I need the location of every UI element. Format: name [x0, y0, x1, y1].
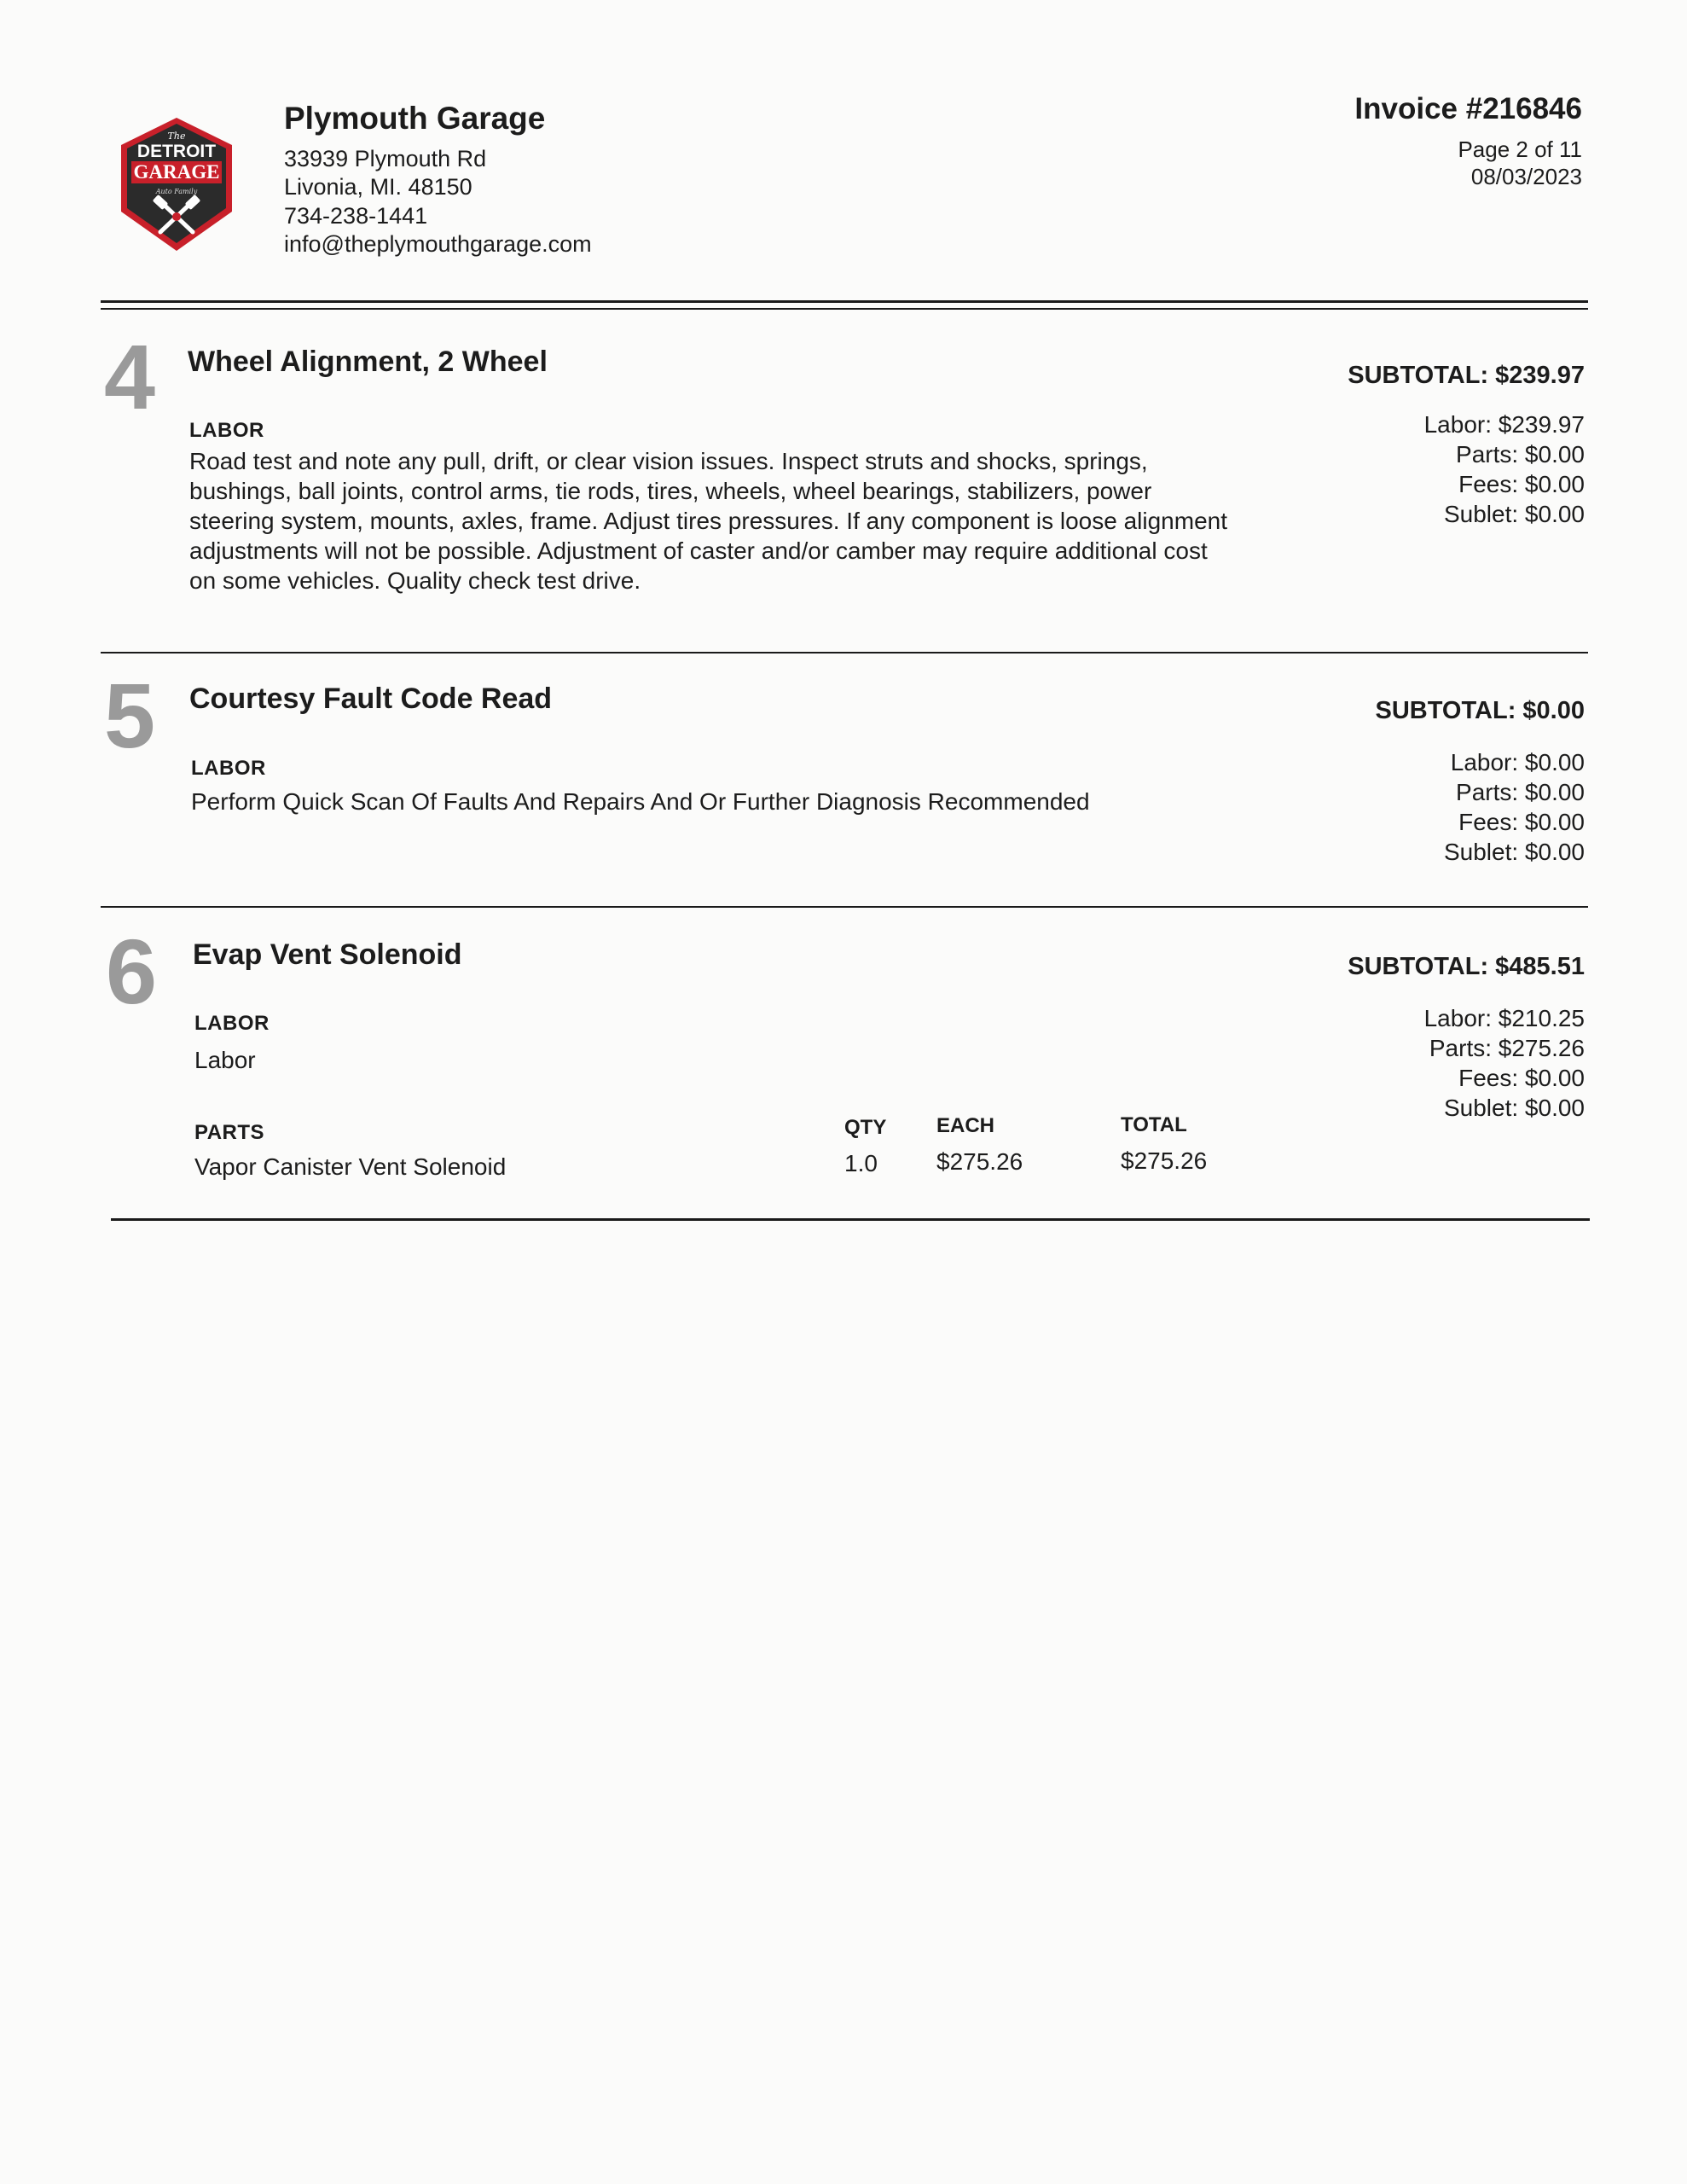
service-description: Perform Quick Scan Of Faults And Repairs And Or Further Diagnosis Recommended [191, 788, 1090, 815]
part-name: Vapor Canister Vent Solenoid [194, 1153, 507, 1180]
invoice-page: Page 2 of 11 [1458, 136, 1582, 162]
parts-amount: Parts: $0.00 [1456, 441, 1585, 468]
parts-label: PARTS [194, 1121, 265, 1144]
labor-label: LABOR [194, 1012, 270, 1035]
labor-amount: Labor: $239.97 [1423, 411, 1585, 438]
service-title: Wheel Alignment, 2 Wheel [188, 346, 548, 378]
each-header: EACH [936, 1114, 995, 1137]
service-title: Courtesy Fault Code Read [189, 682, 553, 715]
svg-text:The: The [167, 131, 186, 142]
labor-amount: Labor: $210.25 [1423, 1005, 1585, 1031]
service-subtotal: SUBTOTAL: $485.51 [1348, 953, 1585, 980]
shop-address-line2: Livonia, MI. 48150 [284, 174, 472, 200]
invoice-number: Invoice #216846 [1354, 92, 1582, 125]
parts-amount: Parts: $275.26 [1429, 1035, 1585, 1061]
part-total: $275.26 [1121, 1147, 1208, 1174]
shop-name: Plymouth Garage [284, 101, 546, 136]
sublet-amount: Sublet: $0.00 [1443, 501, 1585, 527]
svg-text:Auto Family: Auto Family [155, 188, 198, 195]
service-divider [111, 1218, 1590, 1221]
labor-label: LABOR [191, 757, 266, 780]
svg-text:DETROIT: DETROIT [136, 142, 217, 161]
invoice-date: 08/03/2023 [1470, 164, 1582, 189]
service-number: 5 [104, 664, 156, 767]
labor-line: Labor [194, 1047, 256, 1073]
service-number: 6 [106, 920, 158, 1023]
svg-text:GARAGE: GARAGE [133, 161, 220, 183]
part-each: $275.26 [936, 1148, 1023, 1175]
header-divider-secondary [101, 308, 1588, 310]
fees-amount: Fees: $0.00 [1458, 471, 1585, 497]
labor-amount: Labor: $0.00 [1450, 749, 1585, 775]
fees-amount: Fees: $0.00 [1458, 1065, 1585, 1091]
parts-amount: Parts: $0.00 [1456, 779, 1585, 805]
shop-email: info@theplymouthgarage.com [284, 231, 592, 257]
total-header: TOTAL [1121, 1113, 1187, 1136]
service-title: Evap Vent Solenoid [193, 938, 462, 971]
labor-label: LABOR [189, 419, 264, 442]
shop-logo [118, 116, 235, 254]
service-description: Road test and note any pull, drift, or clear vision issues. Inspect struts and shocks, springs, bushings, ball joints, control arms, tie rods, tires, wheels, wheel bearings, stabilizers, power steering system, mounts, axles, frame. Adjust tires pressures. If any component is loose alignment adjustments will not be possible. Adjustment of caster and/or camber may require additional cost on some vehicles. Quality check test drive. [189, 448, 1227, 594]
qty-header: QTY [844, 1116, 887, 1139]
service-subtotal: SUBTOTAL: $239.97 [1348, 362, 1585, 389]
service-subtotal: SUBTOTAL: $0.00 [1375, 697, 1585, 724]
fees-amount: Fees: $0.00 [1458, 809, 1585, 835]
sublet-amount: Sublet: $0.00 [1443, 839, 1585, 865]
service-number: 4 [104, 325, 156, 428]
service-divider [101, 652, 1588, 653]
part-qty: 1.0 [844, 1150, 878, 1176]
header-divider [101, 300, 1588, 303]
sublet-amount: Sublet: $0.00 [1443, 1095, 1585, 1121]
shop-address-line1: 33939 Plymouth Rd [284, 146, 487, 171]
service-divider [101, 906, 1588, 908]
shop-phone: 734-238-1441 [284, 203, 428, 229]
